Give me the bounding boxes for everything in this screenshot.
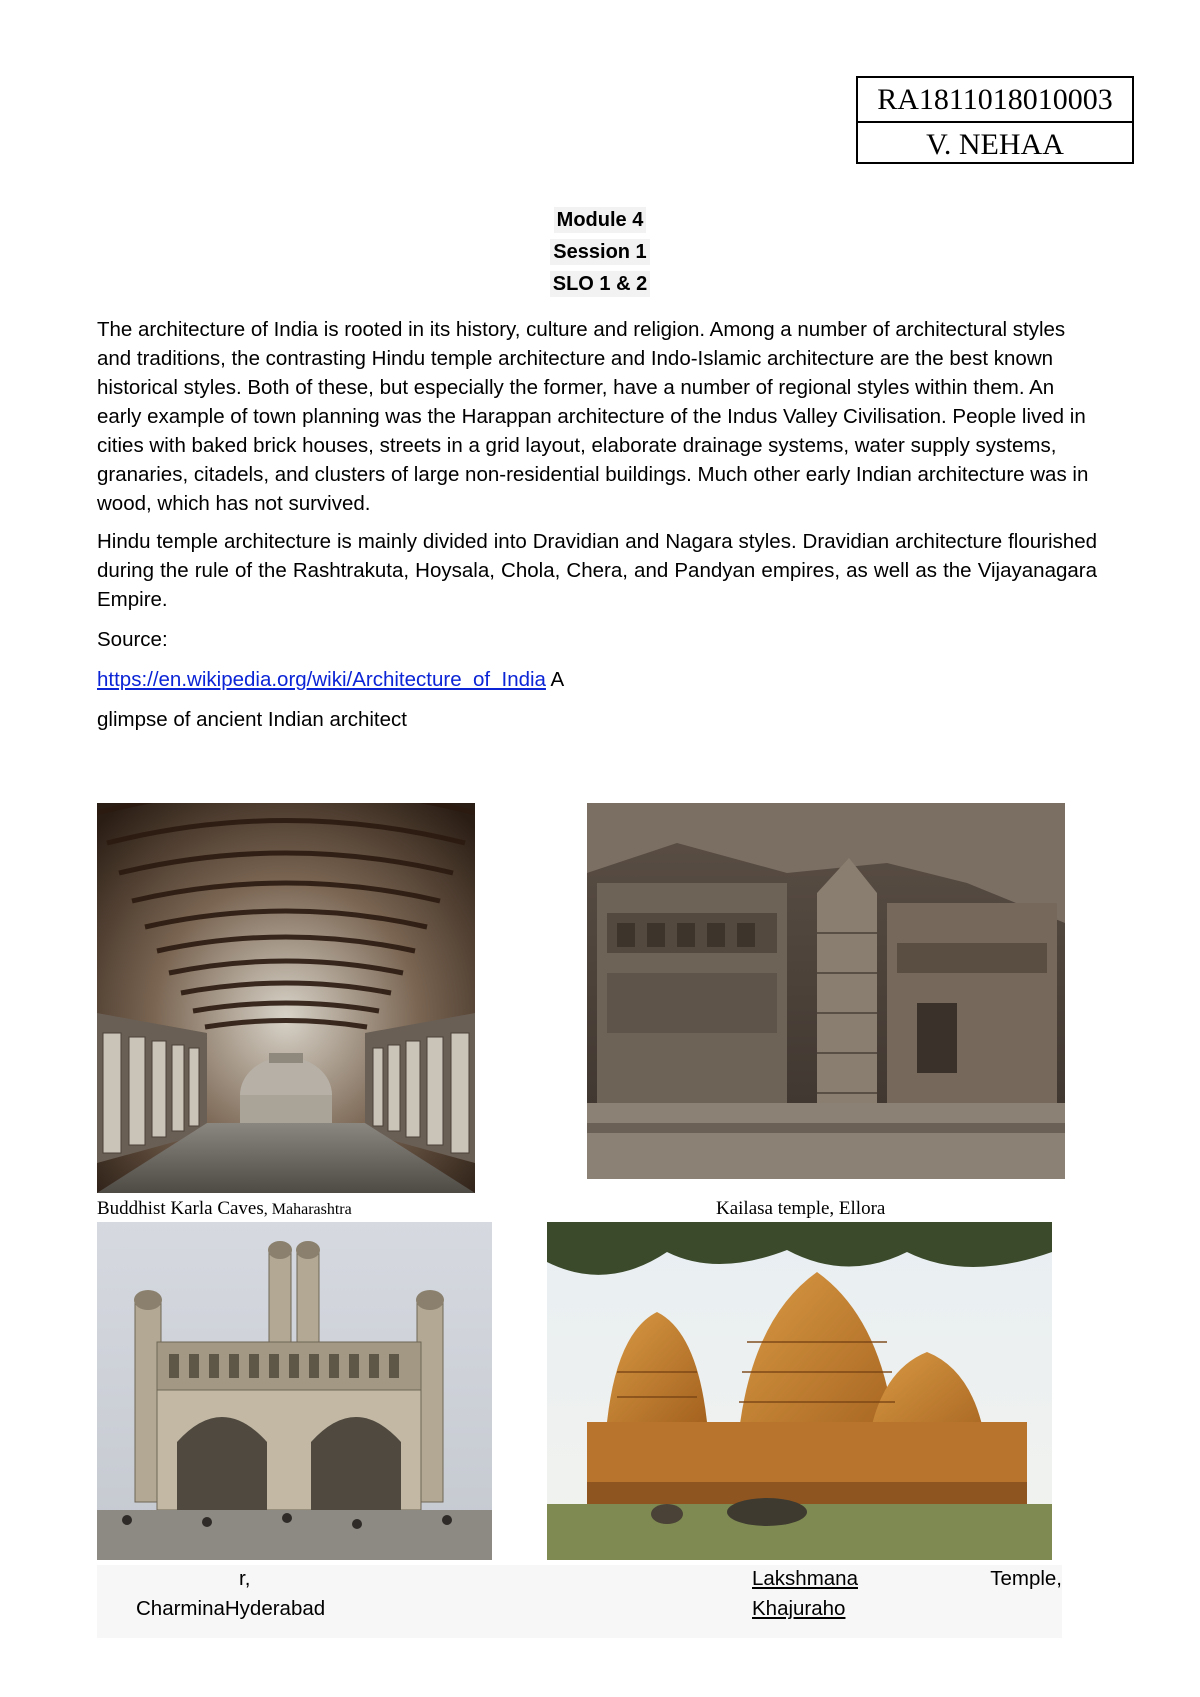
lakshmana-caption-word1: Lakshmana bbox=[752, 1567, 858, 1590]
intro-paragraph: The architecture of India is rooted in its history, culture and religion. Among a number of architectural styles and traditions, the contrasting Hindu temple architecture and Indo-Islamic architecture are the best known historical styles. Both of these, but especially the former, have a number of regional styles within them. An early example of town planning was the Harappan architecture of the Indus Valley Civilisation. People lived in cities with baked brick houses, streets in a grid layout, elaborate drainage systems, water supply systems, granaries, citadels, and clusters of large non-residential buildings. Much other early Indian architecture was in wood, which has not survived. bbox=[97, 318, 1089, 515]
charminar-caption-line1: r, bbox=[239, 1567, 251, 1590]
glimpse-line: glimpse of ancient Indian architect bbox=[97, 708, 407, 731]
source-label: Source: bbox=[97, 628, 168, 651]
heading-block bbox=[0, 204, 1200, 300]
session-heading: Session 1 bbox=[550, 239, 649, 265]
kailasa-temple-photo bbox=[587, 803, 1065, 1179]
lakshmana-caption-word2: Temple, bbox=[990, 1567, 1062, 1590]
student-id-box bbox=[856, 76, 1134, 164]
slo-heading: SLO 1 & 2 bbox=[550, 271, 650, 297]
source-suffix: A bbox=[545, 668, 565, 691]
module-heading: Module 4 bbox=[554, 207, 647, 233]
karla-caves-photo bbox=[97, 803, 475, 1193]
karla-caption bbox=[97, 1198, 352, 1220]
lakshmana-temple-photo bbox=[547, 1222, 1052, 1560]
karla-caption-main: Buddhist Karla Caves bbox=[97, 1198, 264, 1219]
registration-number: RA1811018010003 bbox=[877, 83, 1113, 116]
charminar-photo bbox=[97, 1222, 492, 1560]
kailasa-caption: Kailasa temple, Ellora bbox=[716, 1198, 886, 1219]
student-name: V. NEHAA bbox=[858, 121, 1132, 166]
charminar-caption-line2: CharminaHyderabad bbox=[136, 1597, 326, 1620]
lakshmana-caption-line1 bbox=[752, 1567, 1062, 1591]
body-text bbox=[97, 315, 1097, 743]
temple-paragraph: Hindu temple architecture is mainly divided into Dravidian and Nagara styles. Dravidian architecture flourished during the rule of the Rashtrakuta, Hoysala, Chola, Chera, and Pandyan empires, as well as the Vijayanagara Empire. bbox=[97, 530, 1097, 611]
lakshmana-caption-line2: Khajuraho bbox=[752, 1597, 846, 1620]
source-link[interactable]: https://en.wikipedia.org/wiki/Architecture_of_India bbox=[97, 668, 546, 691]
karla-caption-location: , Maharashtra bbox=[263, 1201, 352, 1218]
source-line bbox=[97, 665, 1097, 694]
